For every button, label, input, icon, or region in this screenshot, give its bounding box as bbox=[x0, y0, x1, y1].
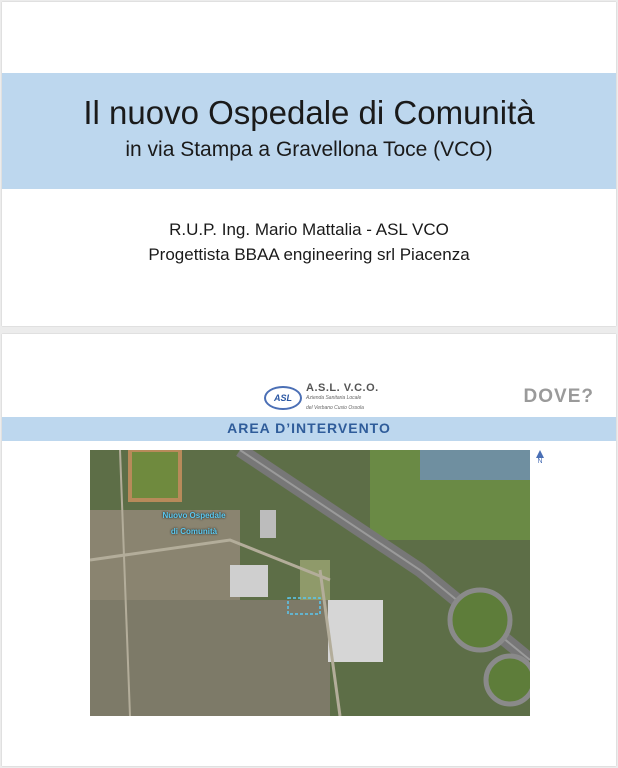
asl-logo-sub1: Azienda Sanitaria Locale bbox=[306, 395, 362, 401]
asl-logo-text bbox=[306, 383, 379, 413]
slide-subtitle: in via Stampa a Gravellona Toce (VCO) bbox=[125, 138, 493, 161]
question-heading: DOVE? bbox=[523, 386, 594, 407]
slide-title: Il nuovo Ospedale di Comunità bbox=[83, 94, 535, 131]
credit-designer: Progettista BBAA engineering srl Piacenza bbox=[148, 245, 470, 264]
north-label: N bbox=[537, 458, 543, 465]
site-label-line2: di Comunità bbox=[170, 527, 218, 536]
credits bbox=[2, 217, 616, 267]
asl-logo-mark: ASL bbox=[264, 386, 302, 410]
north-indicator bbox=[534, 450, 546, 465]
location-slide bbox=[2, 334, 616, 766]
aerial-map-image bbox=[90, 450, 530, 716]
asl-logo-sub2: del Verbano Cusio Ossola bbox=[306, 405, 364, 411]
asl-logo-name: A.S.L. V.C.O. bbox=[306, 382, 379, 394]
section-title: AREA D’INTERVENTO bbox=[227, 420, 391, 436]
title-slide bbox=[2, 2, 616, 326]
credit-rup: R.U.P. Ing. Mario Mattalia - ASL VCO bbox=[169, 220, 449, 239]
aerial-map bbox=[90, 450, 530, 716]
north-arrow-icon bbox=[536, 450, 544, 458]
site-label-line1: Nuovo Ospedale bbox=[162, 511, 226, 520]
asl-logo bbox=[264, 384, 379, 412]
site-label bbox=[154, 508, 234, 540]
